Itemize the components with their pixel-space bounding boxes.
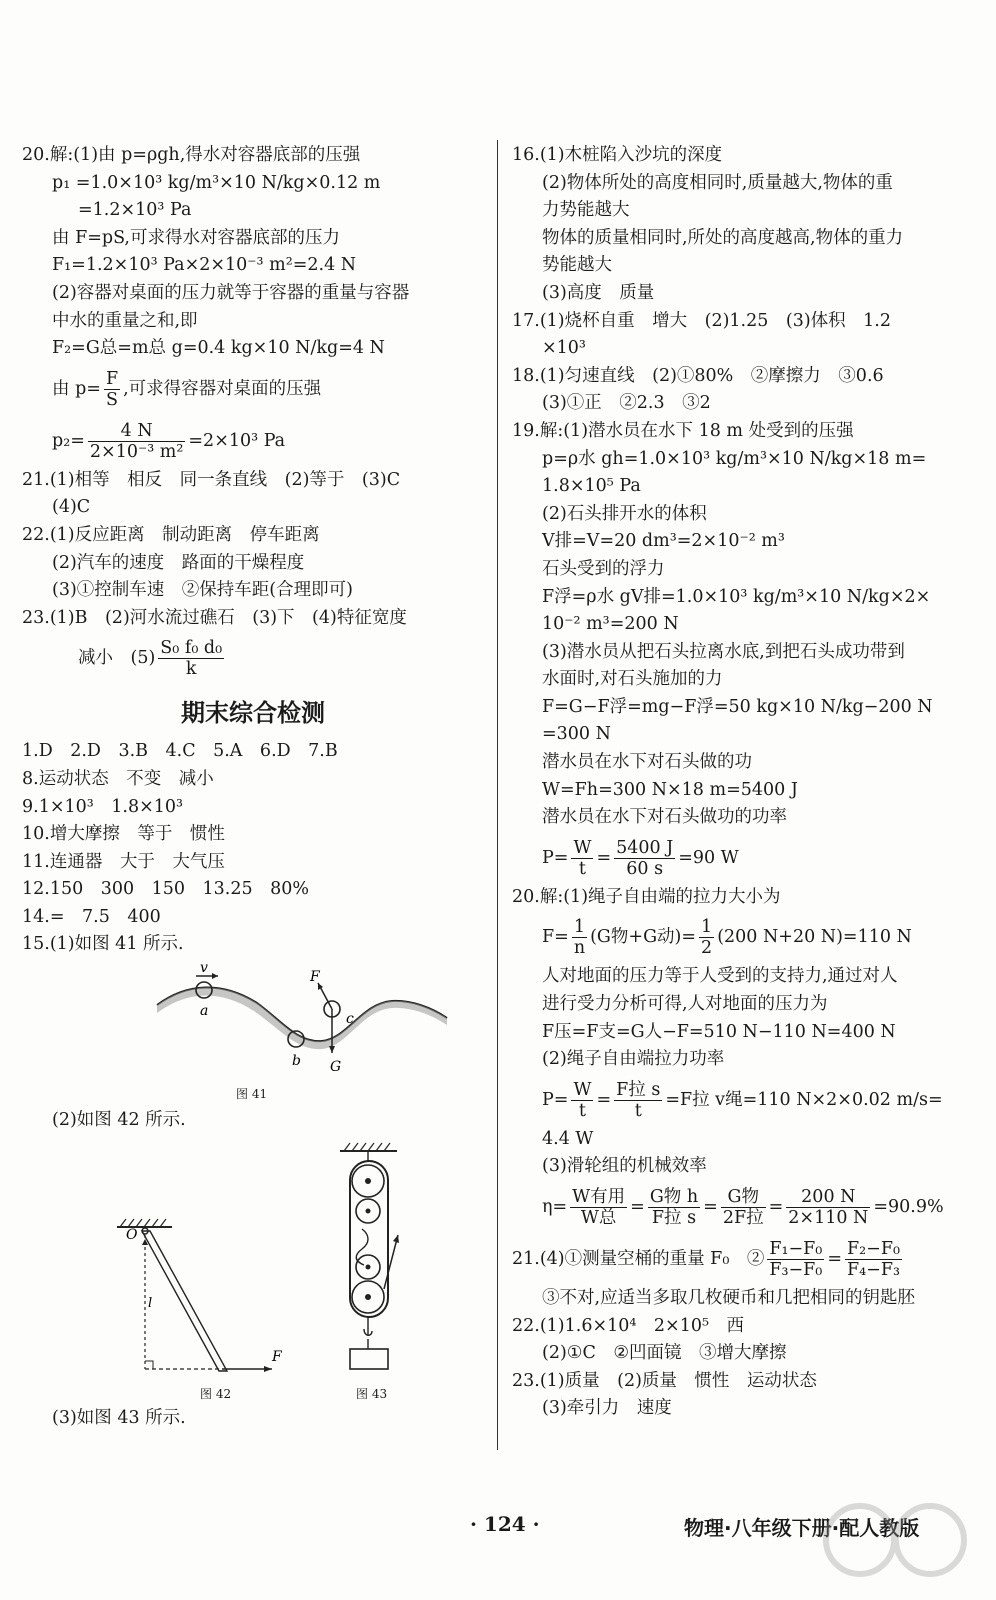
text-line: (2)绳子自由端拉力功率 — [542, 1049, 725, 1070]
text-line: p₁ =1.0×10³ kg/m³×10 N/kg×0.12 m — [52, 172, 381, 193]
fraction: $\frac{\text{W有用}}{\text{W总}}$ — [572, 1187, 626, 1228]
text-line: 18.(1)匀速直线 (2)①80% ②摩擦力 ③0.6 — [512, 365, 884, 386]
text-line: F=G−F浮=mg−F浮=50 kg×10 N/kg−200 N — [542, 696, 933, 717]
text-line: 水面时,对石头施加的力 — [542, 669, 723, 690]
text-line: ③不对,应适当多取几枚硬币和几把相同的钥匙胚 — [542, 1288, 916, 1308]
column-divider — [497, 140, 498, 1450]
text-line: ×10³ — [542, 338, 586, 359]
fraction: $\frac{\text{F₂−F₀}}{\text{F₄−F₃}}$ — [847, 1239, 900, 1280]
text-line: 22.(1)1.6×10⁴ 2×10⁵ 西 — [512, 1315, 744, 1336]
svg-text:F: F — [310, 969, 320, 986]
svg-text:b: b — [292, 1053, 301, 1070]
text-line: 潜水员在水下对石头做功的功率 — [542, 807, 787, 828]
text-line: 物体的质量相同时,所处的高度越高,物体的重力 — [542, 227, 904, 248]
svg-text:v: v — [200, 963, 208, 977]
section-title: 期末综合检测 — [181, 699, 325, 728]
book-subject: 物理·八年级下册·配人教版 — [684, 1516, 920, 1540]
text-line: (2)物体所处的高度相同时,质量越大,物体的重 — [542, 172, 893, 193]
formula-line: P= $\frac{W}{t}$ = $\frac{\text{F拉 s}}{t}$ =F拉 v绳=110 N×2×0.02 m/s= — [542, 1079, 943, 1121]
text-line: 潜水员在水下对石头做的功 — [542, 752, 752, 773]
text-line: 21.(1)相等 相反 同一条直线 (2)等于 (3)C — [22, 469, 401, 490]
text-line: 10.增大摩擦 等于 惯性 — [22, 824, 225, 845]
text-line: (3)牵引力 速度 — [542, 1398, 672, 1419]
page-number: · 124 · — [470, 1512, 540, 1536]
svg-text:O: O — [126, 1226, 138, 1243]
text-line: (2)石头排开水的体积 — [542, 503, 707, 524]
text-line: 力势能越大 — [542, 200, 630, 221]
formula-line: η= $\frac{\text{W有用}}{\text{W总}}$ = $\frac{\text{G物 h}}{\text{F拉 s}}$ = $\frac{\text{G物}}{\text{2F拉}}$ = $\frac{200 N}{2\times 110 N}$ =90.9% — [542, 1187, 944, 1228]
left-column — [22, 142, 484, 1432]
text-line: 22.(1)反应距离 制动距离 停车距离 — [22, 524, 320, 545]
text-line: 16.(1)木桩陷入沙坑的深度 — [512, 145, 723, 165]
text-line: V排=V=20 dm³=2×10⁻² m³ — [542, 531, 785, 552]
text-line: 进行受力分析可得,人对地面的压力为 — [542, 994, 828, 1015]
text-line: F₂=G总=m总 g=0.4 kg×10 N/kg=4 N — [52, 338, 385, 359]
right-column — [512, 142, 972, 1423]
formula-line: P= $\frac{W}{t}$ = $\frac{5400 J}{60 s}$ =90 W — [542, 837, 739, 879]
text-line: 石头受到的浮力 — [542, 558, 665, 579]
text-line: =1.2×10³ Pa — [78, 200, 192, 221]
text-line: 20.解:(1)绳子自由端的拉力大小为 — [512, 886, 781, 907]
figures-42-43 — [22, 1139, 484, 1401]
text-line: 19.解:(1)潜水员在水下 18 m 处受到的压强 — [512, 420, 854, 441]
text-line: (4)C — [52, 497, 91, 518]
fraction: $\frac{W}{t}$ — [573, 837, 592, 879]
text-line: 10⁻² m³=200 N — [542, 614, 679, 635]
figure-caption: 图 42 — [200, 1386, 232, 1401]
figure-41 — [22, 963, 484, 1103]
text-line: (3)①正 ②2.3 ③2 — [542, 393, 711, 414]
text-line: W=Fh=300 N×18 m=5400 J — [542, 779, 798, 800]
svg-text:l: l — [148, 1295, 153, 1311]
text-line: 9.1×10³ 1.8×10³ — [22, 796, 184, 817]
text-line: (2)容器对桌面的压力就等于容器的重量与容器 — [52, 282, 410, 303]
text-line: =300 N — [542, 724, 611, 745]
fraction: $\frac{5400 J}{60 s}$ — [616, 837, 674, 879]
fraction: $\frac{\text{G物}}{\text{2F拉}}$ — [722, 1187, 764, 1228]
fraction: $\frac{1}{2}$ — [701, 917, 713, 959]
formula-line: F= $\frac{1}{n}$ (G物+G动)= $\frac{1}{2}$ (200 N+20 N)=110 N — [542, 917, 912, 959]
fraction: $\frac{\text{F₁−F₀}}{\text{F₃−F₀}}$ — [769, 1239, 823, 1280]
text-line: p=ρ水 gh=1.0×10³ kg/m³×10 N/kg×18 m= — [542, 448, 927, 469]
text-line: (2)如图 42 所示. — [52, 1110, 186, 1131]
text-line: 1.D 2.D 3.B 4.C 5.A 6.D 7.B — [22, 741, 338, 762]
formula-line: 由 p= $\frac{F}{S}$ ,可求得容器对桌面的压强 — [52, 368, 322, 410]
text-line: 由 F=pS,可求得水对容器底部的压力 — [52, 227, 340, 248]
text-line: 4.4 W — [542, 1128, 594, 1149]
text-line: (2)汽车的速度 路面的干燥程度 — [52, 552, 305, 573]
svg-text:a: a — [200, 1003, 209, 1020]
text-line: 12.150 300 150 13.25 80% — [22, 879, 310, 900]
fraction: $\frac{\text{F拉 s}}{t}$ — [616, 1079, 661, 1121]
watermark-icon — [800, 1490, 990, 1590]
figure-caption: 图 43 — [356, 1386, 388, 1401]
fraction: $\frac{200 N}{2\times 110 N}$ — [788, 1187, 869, 1228]
figure-caption: 图 41 — [236, 1087, 268, 1102]
text-line: 15.(1)如图 41 所示. — [22, 934, 184, 955]
text-line: 23.(1)B (2)河水流过礁石 (3)下 (4)特征宽度 — [22, 607, 407, 628]
text-line: (3)如图 43 所示. — [52, 1407, 186, 1428]
text-line: (3)①控制车速 ②保持车距(合理即可) — [52, 580, 353, 601]
svg-text:F: F — [272, 1348, 282, 1365]
fraction: $\frac{\text{S₀ f₀ d₀}}{k}$ — [160, 638, 223, 680]
text-line: (3)滑轮组的机械效率 — [542, 1156, 707, 1177]
formula-line: 21.(4)①测量空桶的重量 F₀ ② $\frac{\text{F₁−F₀}}{\text{F₃−F₀}}$ = $\frac{\text{F₂−F₀}}{\text{F₄−F₃}}$ — [512, 1239, 900, 1280]
fraction: $\frac{F}{S}$ — [105, 368, 119, 410]
text-line: 23.(1)质量 (2)质量 惯性 运动状态 — [512, 1370, 817, 1391]
text-line: (3)潜水员从把石头拉离水底,到把石头成功带到 — [542, 641, 905, 662]
fraction: $\frac{W}{t}$ — [573, 1079, 592, 1121]
text-line: F浮=ρ水 gV排=1.0×10³ kg/m³×10 N/kg×2× — [542, 586, 931, 607]
svg-text:c: c — [346, 1011, 354, 1028]
text-line: 14.= 7.5 400 — [22, 906, 161, 927]
formula-line: p₂= $\frac{4 N}{\text{2×10⁻³ m²}}$ =2×10³ Pa — [52, 420, 286, 462]
text-line: (2)①C ②凹面镜 ③增大摩擦 — [542, 1343, 787, 1364]
text-line: 20.解:(1)由 p=ρgh,得水对容器底部的压强 — [22, 145, 361, 165]
text-line: 势能越大 — [542, 255, 612, 276]
fraction: $\frac{\text{G物 h}}{\text{F拉 s}}$ — [649, 1187, 699, 1228]
text-line: 17.(1)烧杯自重 增大 (2)1.25 (3)体积 1.2 — [512, 310, 891, 331]
text-line: 8.运动状态 不变 减小 — [22, 768, 214, 789]
text-line: 人对地面的压力等于人受到的支持力,通过对人 — [542, 966, 898, 987]
text-line: F压=F支=G人−F=510 N−110 N=400 N — [542, 1021, 896, 1042]
svg-text:G: G — [330, 1059, 342, 1076]
fraction: $\frac{1}{n}$ — [573, 917, 586, 959]
fraction: $\frac{4 N}{\text{2×10⁻³ m²}}$ — [89, 420, 184, 462]
text-line: 中水的重量之和,即 — [52, 310, 198, 331]
text-line: 1.8×10⁵ Pa — [542, 476, 641, 497]
text-line: 11.连通器 大于 大气压 — [22, 851, 225, 872]
formula-line: 减小 (5) $\frac{\text{S₀ f₀ d₀}}{k}$ — [78, 638, 223, 680]
text-line: (3)高度 质量 — [542, 282, 655, 303]
text-line: F₁=1.2×10³ Pa×2×10⁻³ m²=2.4 N — [52, 255, 357, 276]
lever-and-pulley-diagram — [22, 1139, 484, 1401]
